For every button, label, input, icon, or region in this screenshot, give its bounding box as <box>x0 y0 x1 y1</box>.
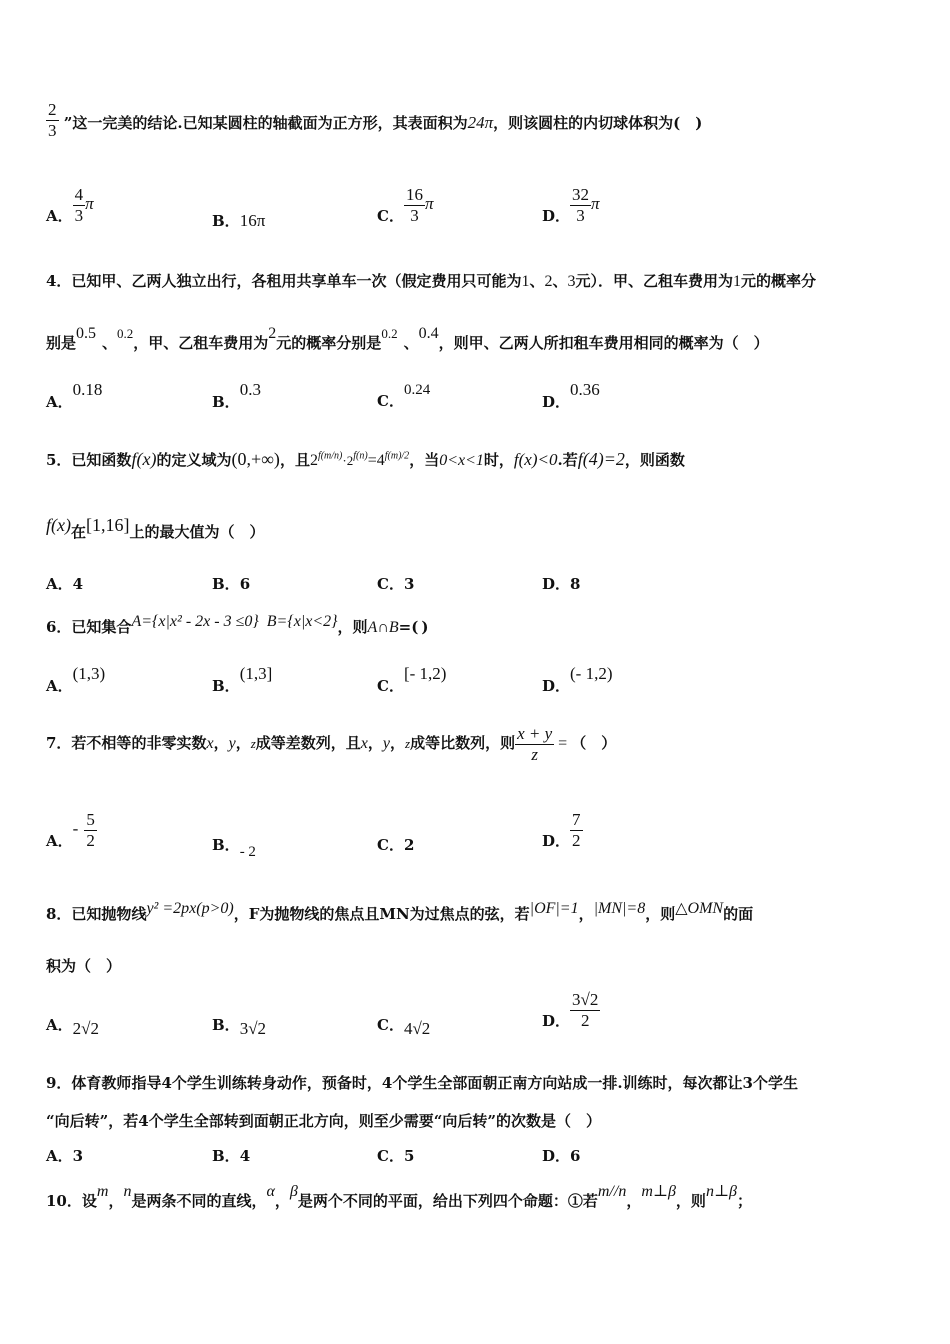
q7-option-b[interactable]: B．- 2 <box>212 836 256 860</box>
q4-option-c[interactable]: C．0.24 <box>377 382 431 410</box>
q8-option-c[interactable]: C．4√2 <box>377 1016 431 1038</box>
q3-option-a[interactable]: A． $\frac{4}{3}$ π <box>46 185 94 226</box>
q5-stem-line1: 5．已知函数f(x)的定义域为(0,+∞)，且$2^{f(m/n)}\cdot 2^{f(n)}=4^{f(m)/2}$，当0<x<1时，f(x)<0.若f(4)=2，则函数 <box>46 449 685 469</box>
q4-option-b[interactable]: B．0.3 <box>212 380 261 411</box>
q3-option-d[interactable]: D． $\frac{32}{3}$ π <box>542 185 600 226</box>
q3-area: 24π <box>467 113 494 133</box>
q3-option-c[interactable]: C． $\frac{16}{3}$ π <box>377 185 434 226</box>
q7-fraction: $\frac{x + y}{z}$ <box>517 724 553 764</box>
q7-option-a[interactable]: A．- $\frac{5}{2}$ <box>46 810 95 851</box>
q6-option-c[interactable]: C．[- 1,2) <box>377 664 447 695</box>
q3-text-1: ”这一完美的结论.已知某圆柱的轴截面为正方形，其表面积为 <box>63 114 468 133</box>
q4-option-d[interactable]: D．0.36 <box>542 380 600 411</box>
q8-stem-line1: 8．已知抛物线y² =2px(p>0)，F为抛物线的焦点且MN为过焦点的弦，若|OF|=1，|MN|=8，则△OMN的面 <box>46 900 754 923</box>
q6-option-b[interactable]: B．(1,3] <box>212 664 273 695</box>
q6-option-d[interactable]: D．(- 1,2) <box>542 664 613 695</box>
q3-stem <box>46 100 910 140</box>
q8-option-a[interactable]: A．2√2 <box>46 1016 99 1038</box>
q7-option-d[interactable]: D． $\frac{7}{2}$ <box>542 810 581 851</box>
q9-option-a[interactable]: A．3 <box>46 1147 84 1165</box>
q5-option-d[interactable]: D．8 <box>542 575 581 593</box>
q8-option-b[interactable]: B．3√2 <box>212 1016 267 1038</box>
q3-option-b[interactable]: B．16π <box>212 211 266 230</box>
q5-option-b[interactable]: B．6 <box>212 575 251 593</box>
q4-stem-line1: 4．已知甲、乙两人独立出行，各租用共享单车一次（假定费用只可能为1、2、3元）．甲、乙租车费用为1元的概率分 <box>46 272 817 290</box>
q6-option-a[interactable]: A．(1,3) <box>46 664 106 695</box>
q9-option-c[interactable]: C．5 <box>377 1147 415 1165</box>
q10-stem: 10．设m，n是两条不同的直线，α，β是两个不同的平面，给出下列四个命题：①若m//n，m⊥β，则n⊥β； <box>46 1183 752 1210</box>
q8-stem-line2: 积为（ ） <box>46 957 122 975</box>
q6-stem: 6．已知集合A={x|x² - 2x - 3 ≤0} B={x|x<2}，则A∩B=( ) <box>46 613 429 636</box>
q9-stem-line1: 9．体育教师指导4个学生训练转身动作，预备时，4个学生全部面朝正南方向站成一排.训练时，每次都让3个学生 <box>46 1074 798 1092</box>
q3-text-2: ，则该圆柱的内切球体积为( ) <box>493 114 703 133</box>
q7-option-c[interactable]: C．2 <box>377 836 415 854</box>
q4-option-a[interactable]: A．0.18 <box>46 380 103 411</box>
q9-option-d[interactable]: D．6 <box>542 1147 581 1165</box>
q3-lead-fraction: $\frac{2}{3}$ <box>48 100 57 140</box>
q5-equation: $2^{f(m/n)}\cdot 2^{f(n)}=4^{f(m)/2}$ <box>309 450 410 469</box>
q5-stem-line2: f(x)在[1,16]上的最大值为（ ） <box>46 515 265 541</box>
q5-option-a[interactable]: A．4 <box>46 575 84 593</box>
q4-stem-line2: 别是0.5、0.2，甲、乙租车费用为2元的概率分别是0.2、0.4，则甲、乙两人所扣租车费用相同的概率为（ ） <box>46 325 769 352</box>
q5-option-c[interactable]: C．3 <box>377 575 415 593</box>
q9-stem-line2: “向后转”，若4个学生全部转到面朝正北方向，则至少需要“向后转”的次数是（ ） <box>46 1112 601 1130</box>
q7-stem: 7．若不相等的非零实数x，y，z成等差数列，且x，y，z成等比数列，则 $\frac{x + y}{z}$ = （ ） <box>46 724 617 764</box>
q9-option-b[interactable]: B．4 <box>212 1147 251 1165</box>
q8-option-d[interactable]: D． $\frac{3√2}{2}$ <box>542 990 599 1031</box>
